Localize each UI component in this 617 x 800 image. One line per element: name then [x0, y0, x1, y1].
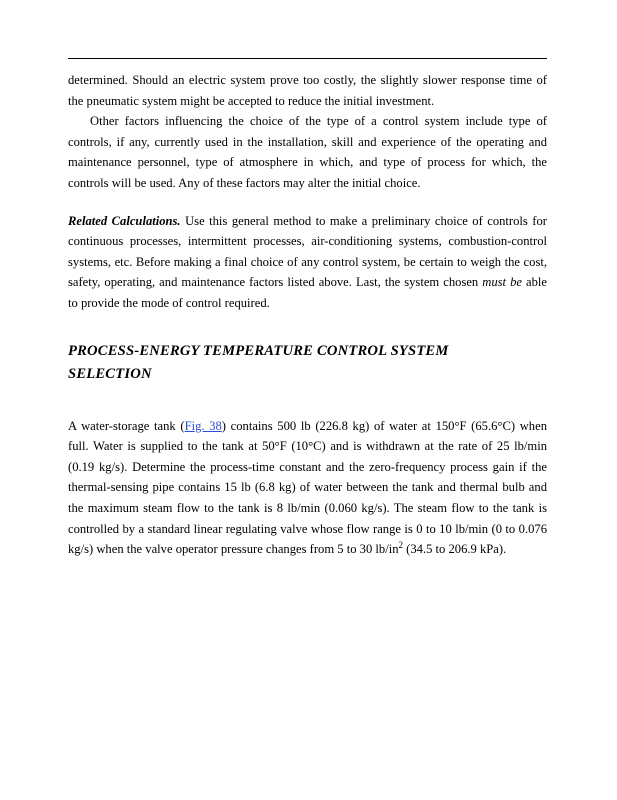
spacer: [68, 314, 547, 340]
spacer: [68, 386, 547, 416]
problem-statement-paragraph: [68, 416, 547, 560]
related-calculations-paragraph: [68, 211, 547, 314]
related-calculations-emphasis: must be: [482, 275, 522, 290]
paragraph-continuation: determined. Should an electric system prove too costly, the slightly slower response time of the pneumatic system might be accepted to reduce the initial investment.: [68, 73, 547, 108]
related-calculations-text-2: able to provide the mode of control required.: [68, 275, 547, 310]
paragraph-other-factors: Other factors influencing the choice of the type of a control system include type of controls, if any, currently used in the installation, skill and experience of the operating and maintenance personnel, type of atmosphere in which, and type of process for which, the controls will be used. Any of these factors may alter the initial choice.: [68, 114, 547, 190]
problem-text-3: (34.5 to 206.9 kPa).: [403, 542, 507, 557]
figure-38-link[interactable]: Fig. 38: [184, 418, 222, 433]
unit-superscript: 2: [398, 539, 404, 550]
spacer: [68, 194, 547, 211]
section-heading: [68, 340, 547, 386]
problem-text-2: ) contains 500 lb (226.8 kg) of water at 150°F (65.6°C) when full. Water is supplied to the tank at 50°F (10°C) and is withdrawn at the rate of 25 lb/min (0.19 kg/s). Determine the process-time constant and the zero-frequency process gain if the thermal-sensing pipe contains 15 lb (6.8 kg) of water between the tank and thermal bulb and the maximum steam flow to the tank is 8 lb/min (0.060 kg/s). The steam flow to the tank is controlled by a standard linear regulating valve whose flow range is 0 to 10 lb/min (0 to 0.076 kg/s) when the valve operator pressure changes from 5 to 30 lb/in: [68, 418, 547, 557]
page-top-rule: [68, 58, 547, 59]
section-heading-line-1: PROCESS-ENERGY TEMPERATURE CONTROL SYSTEM: [68, 342, 449, 359]
page-content: [68, 70, 547, 560]
problem-text-1: A water-storage tank (: [68, 418, 185, 433]
related-calculations-label: Related Calculations.: [68, 213, 181, 228]
related-calculations-text-1: Use this general method to make a preliminary choice of controls for continuous processes, intermittent processes, air-conditioning systems, combustion-control systems, etc. Before making a final choice of any control system, be certain to weigh the cost, safety, operating, and maintenance factors listed above. Last, the system chosen: [68, 213, 547, 290]
section-heading-line-2: SELECTION: [68, 365, 152, 382]
